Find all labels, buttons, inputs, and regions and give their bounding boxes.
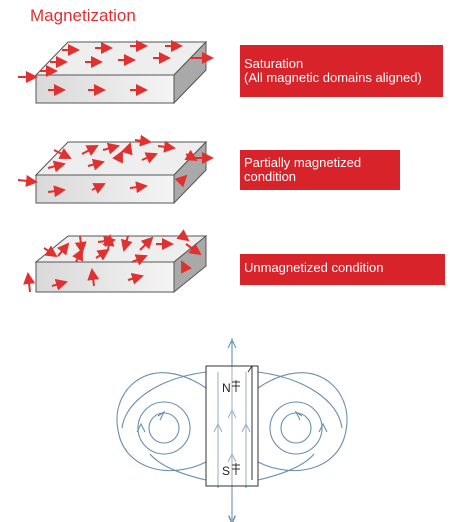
label-partial-line2: condition xyxy=(244,169,297,184)
bar-magnet xyxy=(206,366,258,486)
label-unmagnetized-line1: Unmagnetized condition xyxy=(244,260,384,275)
north-pole-label: N xyxy=(222,381,231,395)
label-saturation-line1: Saturation xyxy=(244,56,304,71)
south-pole-label: S xyxy=(222,464,231,478)
label-partial-line1: Partially magnetized xyxy=(244,155,362,170)
page-title: Magnetization xyxy=(30,6,136,25)
label-saturation-line2: (All magnetic domains aligned) xyxy=(244,70,422,85)
